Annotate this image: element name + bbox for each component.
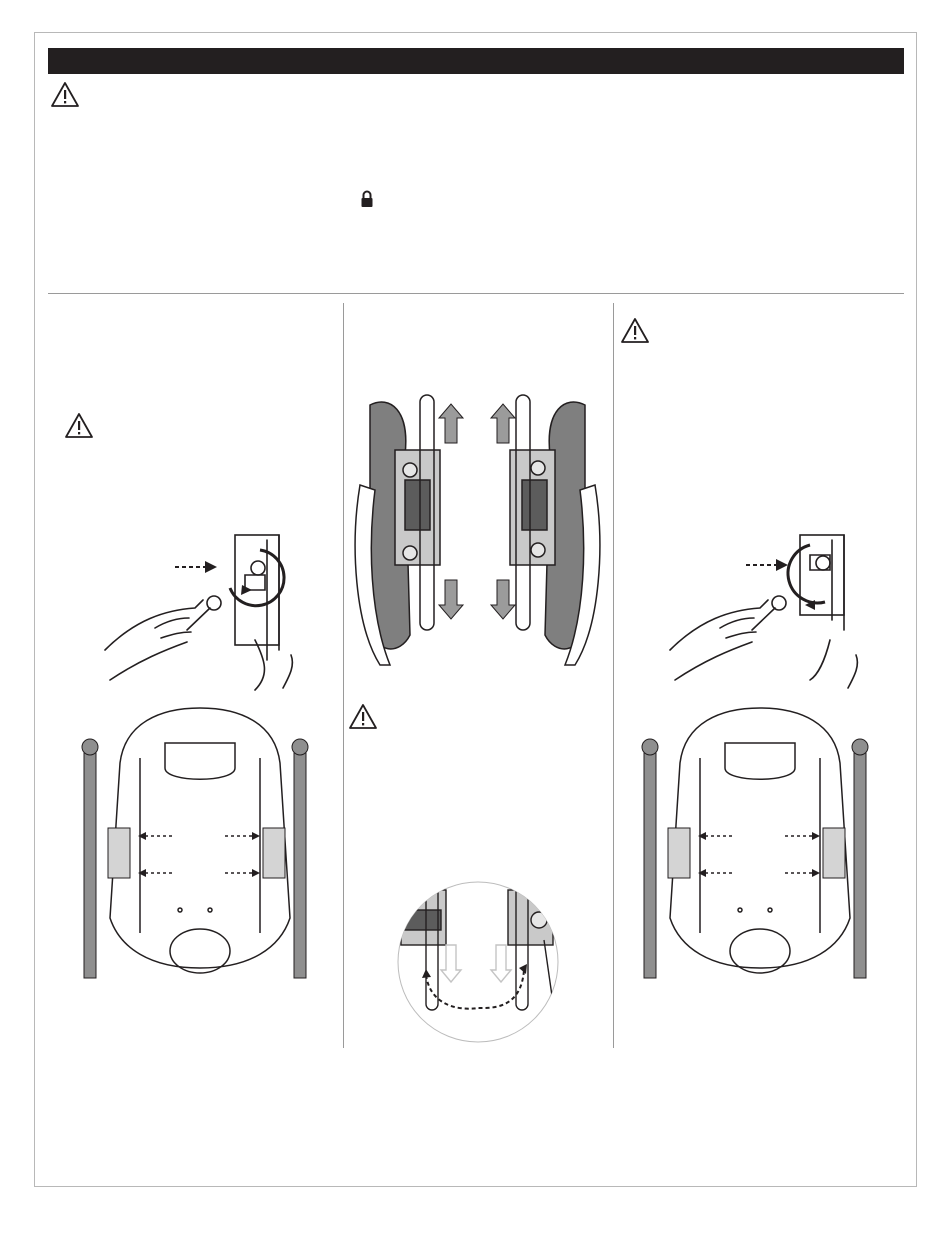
warning-triangle-icon [348,703,378,730]
section-divider [48,293,904,294]
lock-icon [360,190,374,208]
warning-triangle-icon [620,317,650,344]
section-header-bar [48,48,904,74]
warning-triangle-icon [64,412,94,439]
column-divider-right [613,303,614,1048]
column-divider-left [343,303,344,1048]
bracket-height-adjust-illustration [350,395,605,670]
carrier-rear-view-illustration [80,703,320,978]
warning-triangle-icon [50,81,80,108]
wrench-tighten-illustration [95,530,305,690]
carrier-rear-view-illustration-2 [640,703,880,978]
magnified-detail-illustration [396,880,561,1045]
wrench-loosen-illustration [660,530,870,690]
